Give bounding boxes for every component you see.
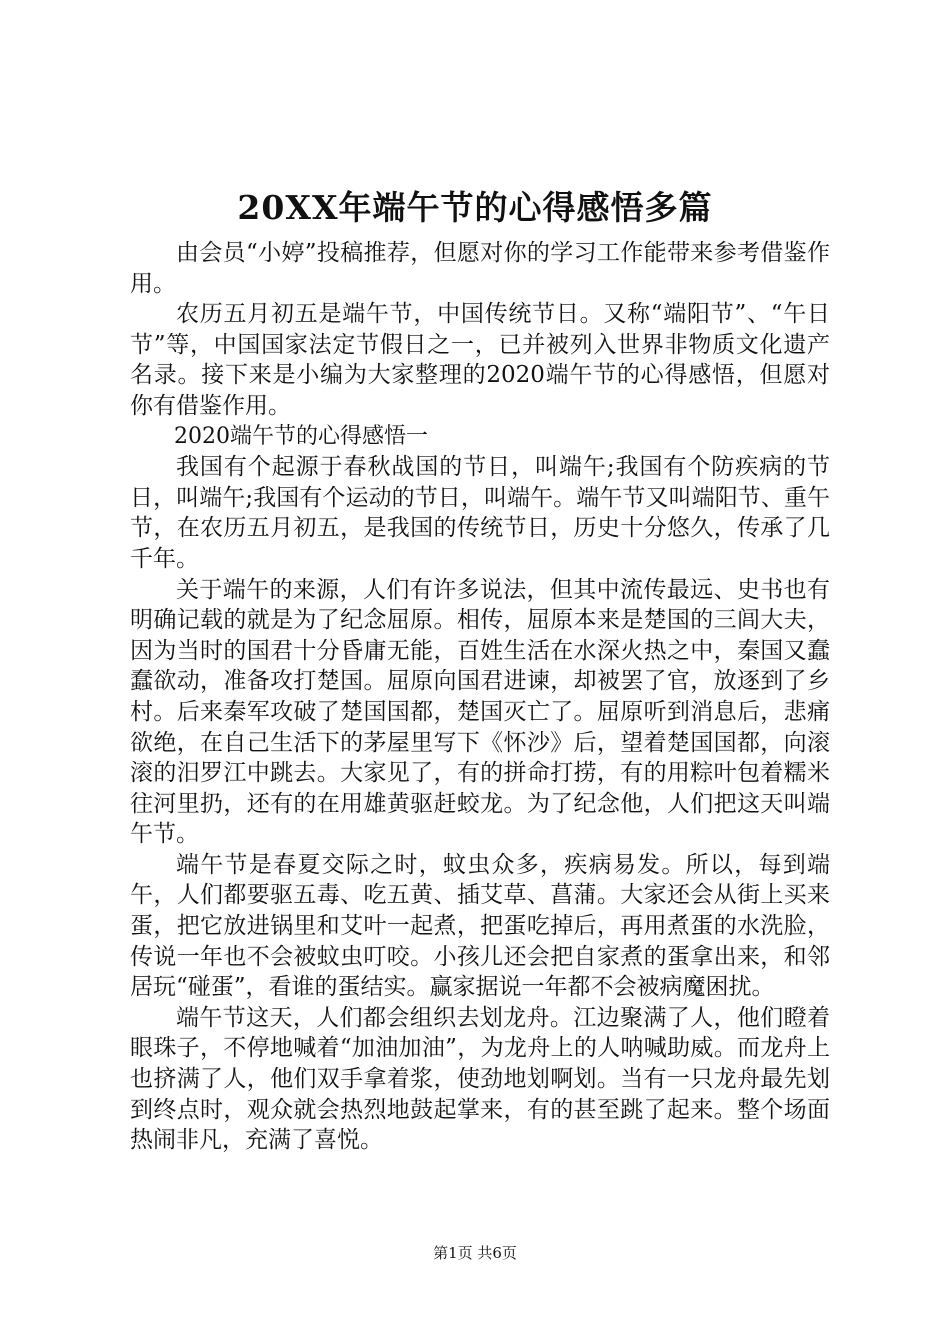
intro-paragraph: 由会员“小婷”投稿推荐，但愿对你的学习工作能带来参考借鉴作用。 (130, 240, 830, 297)
intro-paragraph: 农历五月初五是端午节，中国传统节日。又称“端阳节”、“午日节”等，中国国家法定节假日之一，已并被列入世界非物质文化遗产名录。接下来是小编为大家整理的2020端午节的心得感悟，但愿对你有借鉴作用。 (130, 301, 830, 419)
section-paragraph: 我国有个起源于春秋战国的节日，叫端午;我国有个防疾病的节日，叫端午;我国有个运动的节日，叫端午。端午节又叫端阳节、重午节，在农历五月初五，是我国的传统节日，历史十分悠久，传承了几千年。 (130, 454, 830, 572)
document-body (130, 238, 830, 1156)
section-paragraph: 关于端午的来源，人们有许多说法，但其中流传最远、史书也有明确记载的就是为了纪念屈原。相传，屈原本来是楚国的三闾大夫，因为当时的国君十分昏庸无能，百姓生活在水深火热之中，秦国又蠢蠢欲动，准备攻打楚国。屈原向国君进谏，却被罢了官，放逐到了乡村。后来秦军攻破了楚国国都，楚国灭亡了。屈原听到消息后，悲痛欲绝，在自己生活下的茅屋里写下《怀沙》后，望着楚国国都，向滚滚的汨罗江中跳去。大家见了，有的拼命打捞，有的用粽叶包着糯米往河里扔，还有的在用雄黄驱赶蛟龙。为了纪念他，人们把这天叫端午节。 (130, 576, 830, 848)
section-paragraph: 端午节这天，人们都会组织去划龙舟。江边聚满了人，他们瞪着眼珠子，不停地喊着“加油加油”，为龙舟上的人呐喊助威。而龙舟上也挤满了人，他们双手拿着浆，使劲地划啊划。当有一只龙舟最先划到终点时，观众就会热烈地鼓起掌来，有的甚至跳了起来。整个场面热闹非凡，充满了喜悦。 (130, 1004, 830, 1154)
section-heading: 2020端午节的心得感悟一 (174, 423, 428, 449)
page-footer: 第1页 共6页 (433, 1244, 517, 1262)
document-title: 20XX年端午节的心得感悟多篇 (237, 188, 713, 227)
section-paragraph: 端午节是春夏交际之时，蚊虫众多，疾病易发。所以，每到端午，人们都要驱五毒、吃五黄、插艾草、菖蒲。大家还会从街上买来蛋，把它放进锅里和艾叶一起煮，把蛋吃掉后，再用煮蛋的水洗脸，传说一年也不会被蚊虫叮咬。小孩儿还会把自家煮的蛋拿出来，和邻居玩“碰蛋”，看谁的蛋结实。赢家据说一年都不会被病魔困扰。 (130, 851, 830, 1001)
